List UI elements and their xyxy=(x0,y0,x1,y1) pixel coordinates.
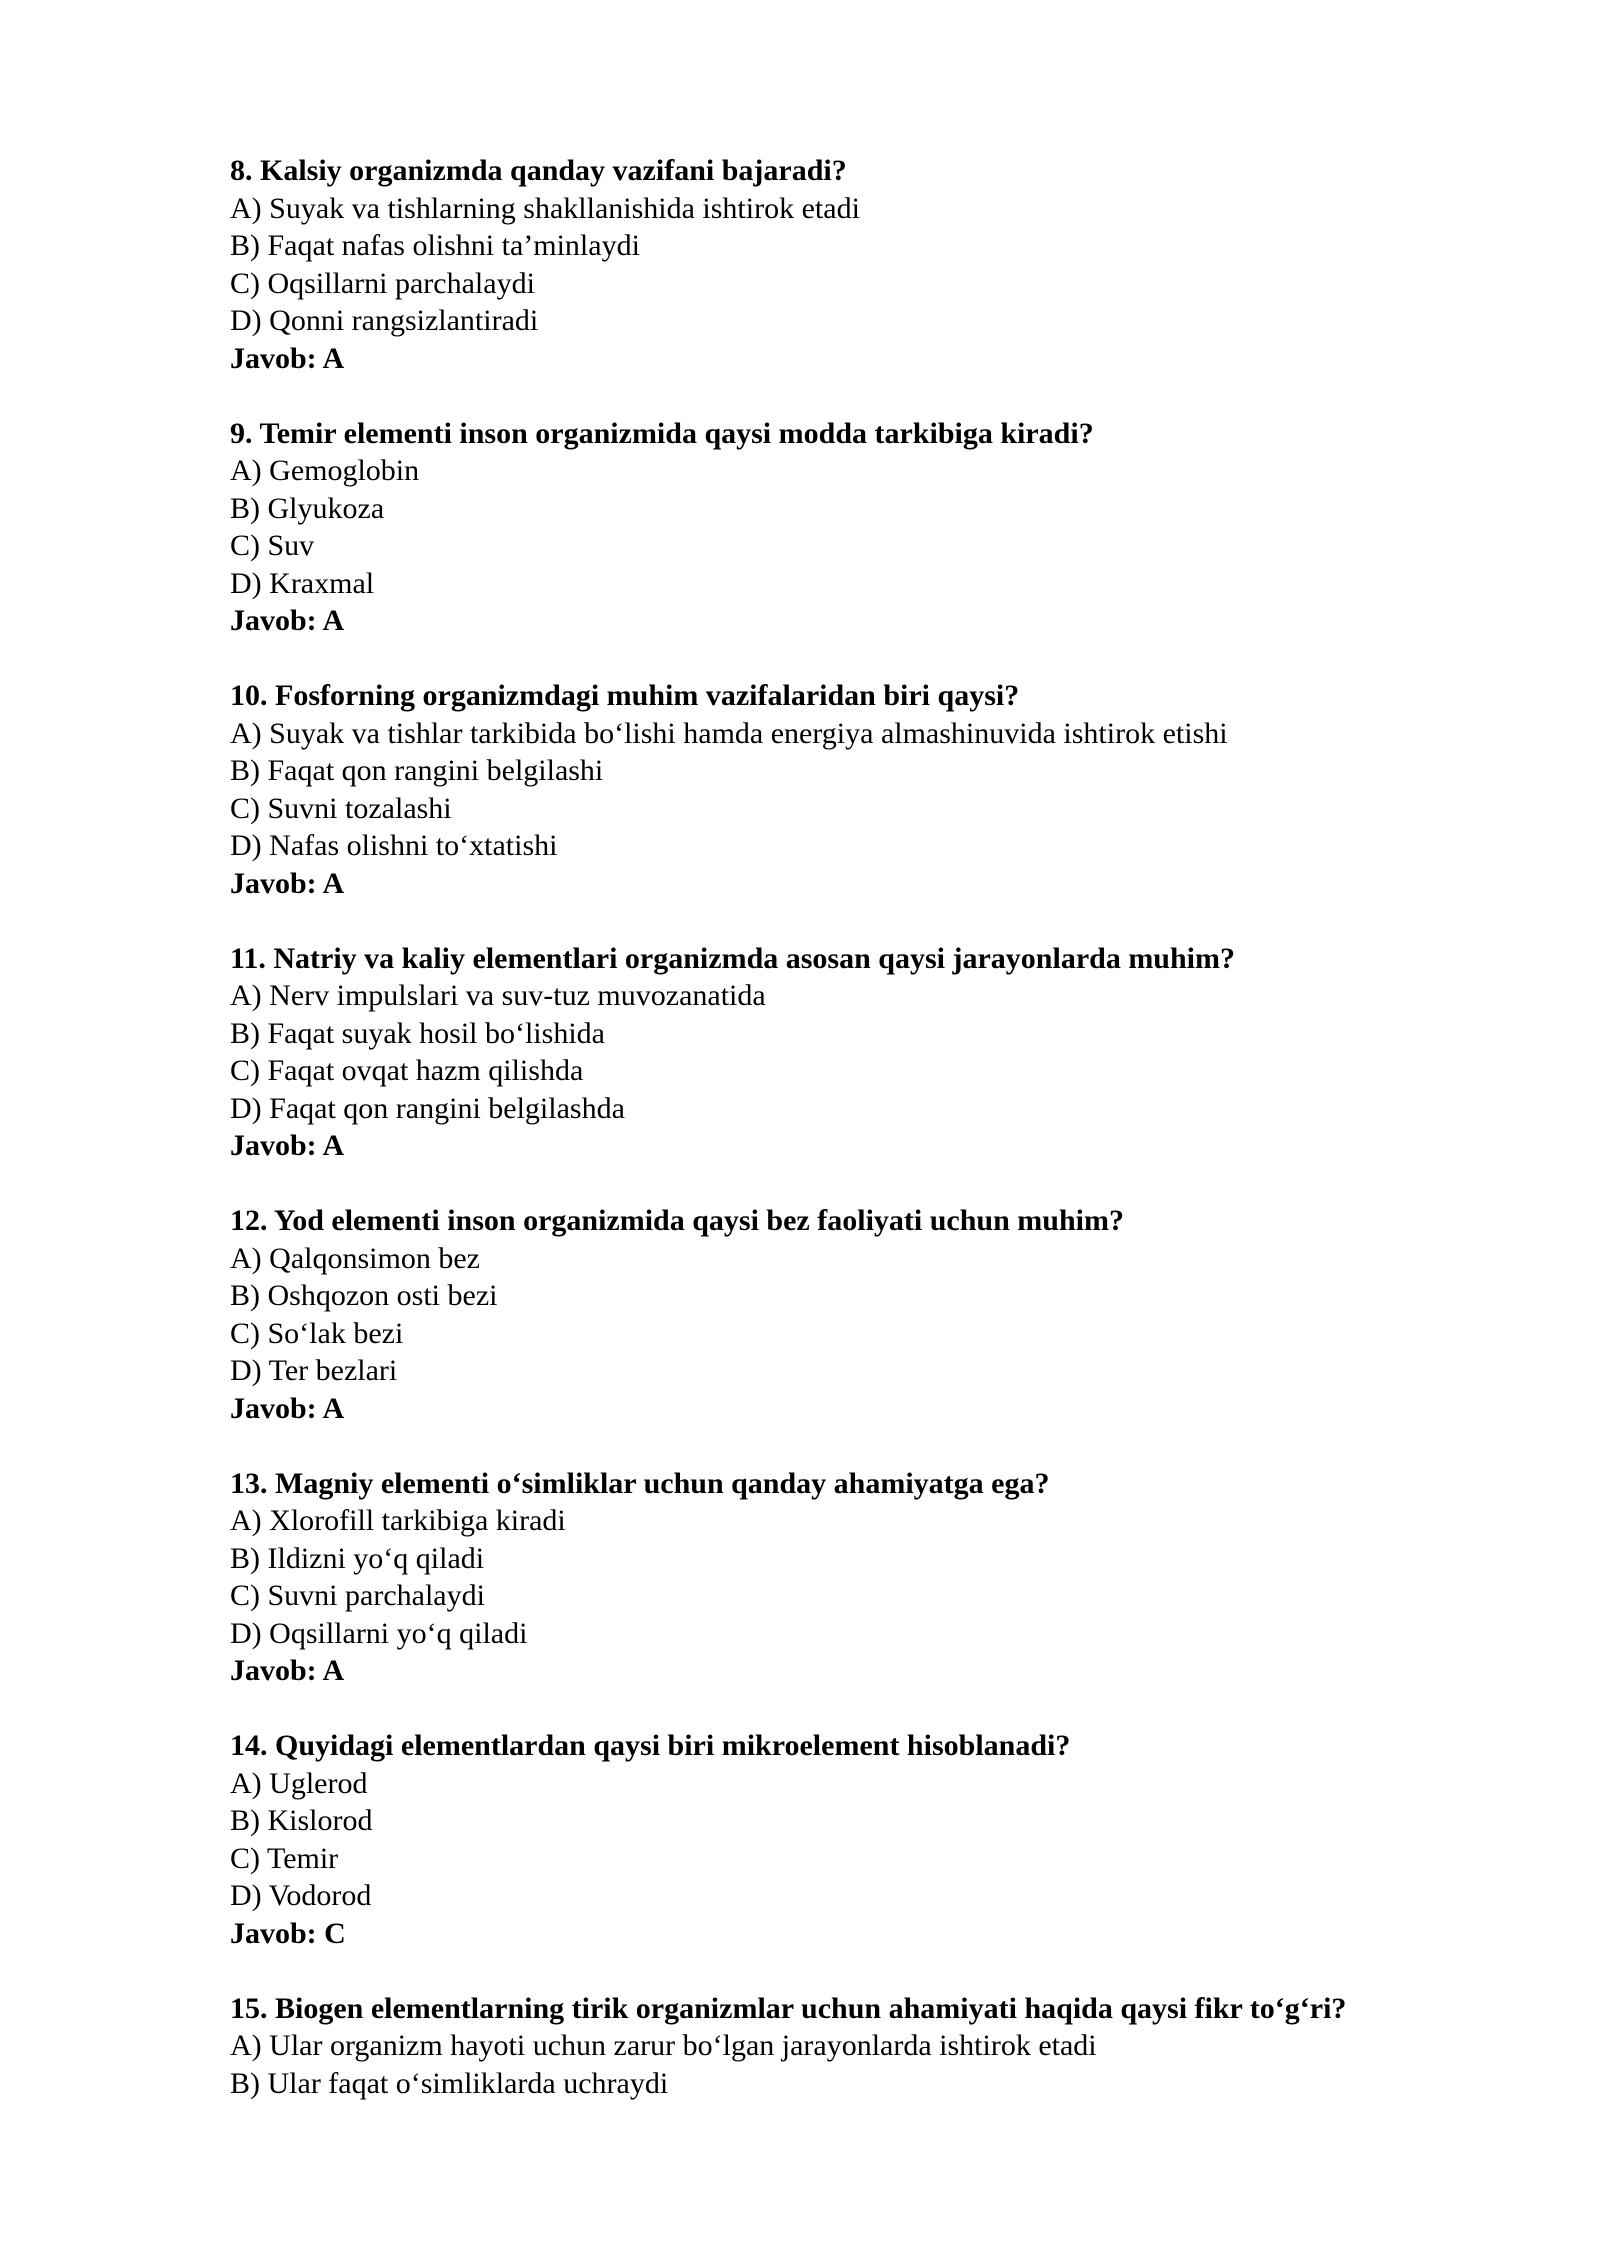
option-c: C) Oqsillarni parchalaydi xyxy=(230,266,535,300)
question-8 xyxy=(230,152,1530,377)
option-b: B) Oshqozon osti bezi xyxy=(230,1279,498,1312)
option-b: B) Glyukoza xyxy=(230,491,385,525)
option-b: B) Faqat qon rangini belgilashi xyxy=(230,754,604,787)
option-b: B) Kislorod xyxy=(230,1804,373,1837)
question-9 xyxy=(230,415,1530,640)
question-15 xyxy=(230,1990,1530,2103)
option-b: B) Faqat nafas olishni ta’minlaydi xyxy=(230,229,640,262)
answer-line: Javob: A xyxy=(230,1129,345,1162)
option-a: A) Nerv impulslari va suv-tuz muvozanatida xyxy=(230,979,766,1012)
answer-line: Javob: A xyxy=(230,866,345,900)
option-c: C) Suvni parchalaydi xyxy=(230,1579,485,1612)
question-title: 11. Natriy va kaliy elementlari organizmda asosan qaysi jarayonlarda muhim? xyxy=(230,941,1235,975)
option-b: B) Faqat suyak hosil bo‘lishida xyxy=(230,1016,605,1050)
option-a: A) Ular organizm hayoti uchun zarur bo‘lgan jarayonlarda ishtirok etadi xyxy=(230,2029,1097,2062)
question-title: 9. Temir elementi inson organizmida qaysi modda tarkibiga kiradi? xyxy=(230,416,1094,450)
answer-line: Javob: A xyxy=(230,1391,345,1425)
question-title: 14. Quyidagi elementlardan qaysi biri mikroelement hisoblanadi? xyxy=(230,1729,1071,1762)
option-d: D) Faqat qon rangini belgilashda xyxy=(230,1091,625,1125)
question-13 xyxy=(230,1465,1530,1690)
option-a: A) Gemoglobin xyxy=(230,454,420,487)
option-c: C) Temir xyxy=(230,1841,339,1875)
option-d: D) Nafas olishni to‘xtatishi xyxy=(230,829,558,862)
option-d: D) Ter bezlari xyxy=(230,1354,398,1387)
answer-line: Javob: A xyxy=(230,604,345,637)
option-d: D) Vodorod xyxy=(230,1879,372,1912)
option-b: B) Ildizni yo‘q qiladi xyxy=(230,1541,485,1575)
question-title: 15. Biogen elementlarning tirik organizmlar uchun ahamiyati haqida qaysi fikr to‘g‘ri? xyxy=(230,1991,1347,2025)
option-d: D) Qonni rangsizlantiradi xyxy=(230,304,539,337)
option-c: C) Suvni tozalashi xyxy=(230,791,452,825)
option-a: A) Suyak va tishlarning shakllanishida ishtirok etadi xyxy=(230,191,860,225)
question-title: 13. Magniy elementi o‘simliklar uchun qanday ahamiyatga ega? xyxy=(230,1466,1050,1500)
question-12 xyxy=(230,1202,1530,1427)
option-c: C) So‘lak bezi xyxy=(230,1316,404,1350)
document-page xyxy=(230,152,1530,2140)
question-title: 8. Kalsiy organizmda qanday vazifani bajaradi? xyxy=(230,154,847,187)
option-d: D) Kraxmal xyxy=(230,566,375,600)
option-a: A) Suyak va tishlar tarkibida bo‘lishi hamda energiya almashinuvida ishtirok etishi xyxy=(230,716,1228,750)
option-c: C) Suv xyxy=(230,529,315,562)
answer-line: Javob: A xyxy=(230,341,345,375)
option-a: A) Qalqonsimon bez xyxy=(230,1241,480,1275)
option-d: D) Oqsillarni yo‘q qiladi xyxy=(230,1616,528,1650)
answer-line: Javob: A xyxy=(230,1654,345,1687)
option-c: C) Faqat ovqat hazm qilishda xyxy=(230,1054,584,1087)
option-a: A) Uglerod xyxy=(230,1766,368,1800)
question-title: 12. Yod elementi inson organizmida qaysi bez faoliyati uchun muhim? xyxy=(230,1204,1124,1237)
question-title: 10. Fosforning organizmdagi muhim vazifalaridan biri qaysi? xyxy=(230,679,1020,712)
question-10 xyxy=(230,677,1530,902)
option-a: A) Xlorofill tarkibiga kiradi xyxy=(230,1504,566,1537)
answer-line: Javob: C xyxy=(230,1916,346,1950)
option-b: B) Ular faqat o‘simliklarda uchraydi xyxy=(230,2066,669,2100)
question-14 xyxy=(230,1727,1530,1952)
question-11 xyxy=(230,940,1530,1165)
